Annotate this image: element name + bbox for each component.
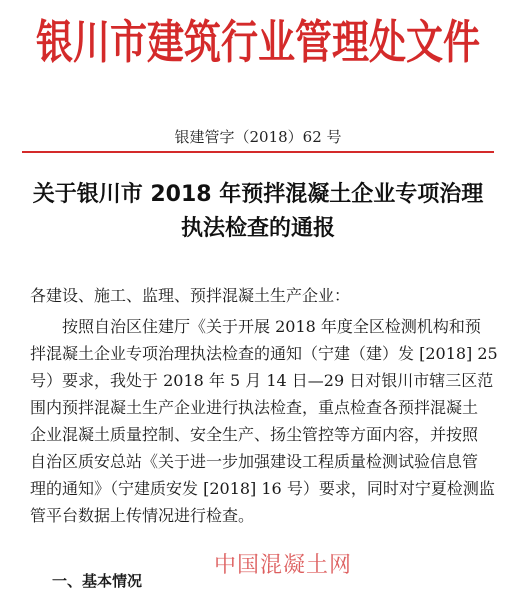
body-line: 管平台数据上传情况进行检查。	[30, 506, 255, 525]
body-line: 理的通知》（宁建质安发 [2018] 16 号）要求，同时对宁夏检测监	[30, 479, 495, 498]
section-heading: 一、基本情况	[52, 572, 143, 590]
body-line: 企业混凝土质量控制、安全生产、扬尘管控等方面内容，并按照	[30, 425, 479, 444]
title-line-1: 关于银川市 2018 年预拌混凝土企业专项治理	[32, 182, 484, 207]
salutation: 各建设、施工、监理、预拌混凝土生产企业：	[30, 286, 351, 305]
header-divider	[22, 151, 494, 153]
body-line: 号）要求，我处于 2018 年 5 月 14 日—29 日对银川市辖三区范	[30, 371, 494, 390]
title-line-2: 执法检查的通报	[180, 216, 335, 241]
body-line: 拌混凝土企业专项治理执法检查的通知（宁建（建）发 [2018] 25	[30, 344, 498, 363]
site-watermark: 中国混凝土网	[214, 553, 353, 578]
body-line: 按照自治区住建厅《关于开展 2018 年度全区检测机构和预	[62, 317, 481, 336]
document-number: 银建管字（2018）62 号	[174, 128, 342, 146]
body-line: 自治区质安总站《关于进一步加强建设工程质量检测试验信息管	[30, 452, 479, 471]
body-paragraph	[30, 313, 498, 529]
document-title	[18, 178, 498, 246]
body-line: 围内预拌混凝土生产企业进行执法检查，重点检查各预拌混凝土	[30, 398, 479, 417]
issuer-header: 银川市建筑行业管理处文件	[36, 15, 480, 69]
